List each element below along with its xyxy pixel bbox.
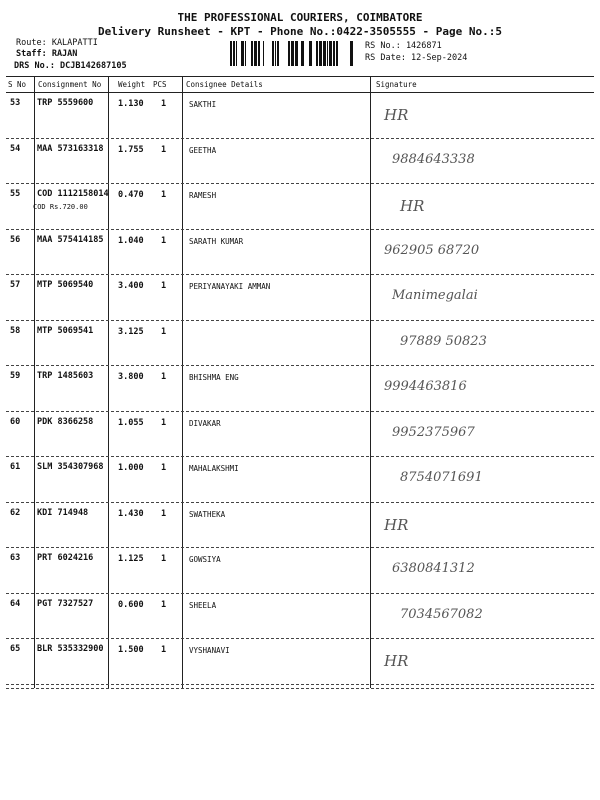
row-consignee-name: MAHALAKSHMI [189, 464, 239, 473]
row-signature: 9952375967 [392, 424, 475, 440]
row-consignment-number: MTP 5069540 [37, 280, 94, 290]
row-pieces: 1 [161, 508, 167, 519]
row-signature: Manimegalai [392, 288, 478, 303]
column-divider [182, 76, 183, 688]
column-header-weight: Weight [118, 80, 146, 89]
barcode-bar [263, 41, 264, 66]
row-separator [6, 274, 594, 275]
table-bottom-border [6, 688, 594, 689]
row-consignee-name: GEETHA [189, 145, 217, 155]
row-serial-number: 60 [10, 416, 21, 427]
row-separator [6, 593, 594, 594]
barcode-bar [241, 41, 244, 66]
company-title: THE PROFESSIONAL COURIERS, COIMBATORE [177, 11, 423, 24]
row-consignment-number: MAA 575414185 [37, 234, 104, 245]
row-pieces: 1 [161, 190, 167, 200]
row-separator [6, 456, 594, 457]
barcode-bar [350, 41, 353, 66]
barcode-bar [275, 41, 276, 66]
row-consignee-name: SARATH KUMAR [189, 236, 244, 246]
row-weight: 1.430 [118, 508, 144, 519]
row-serial-number: 54 [10, 143, 21, 154]
column-header-sno: S No [8, 80, 27, 89]
barcode-bar [277, 41, 279, 66]
barcode-bar [327, 41, 328, 66]
row-serial-number: 59 [10, 371, 21, 381]
runsheet-subtitle: Delivery Runsheet - KPT - Phone No.:0422-3505555 - Page No.:5 [98, 25, 502, 38]
row-weight: 3.125 [118, 326, 144, 337]
row-separator [6, 138, 594, 139]
barcode-bar [251, 41, 253, 66]
row-signature: 8754071691 [400, 470, 483, 485]
row-weight: 0.470 [118, 190, 144, 200]
row-weight: 3.800 [118, 372, 144, 382]
row-pieces: 1 [161, 554, 167, 564]
row-separator [6, 502, 594, 503]
row-consignment-number: KDI 714948 [37, 507, 89, 518]
row-consignment-number: MAA 573163318 [37, 143, 104, 154]
row-consignee-name: GOWSIYA [189, 555, 221, 564]
route-label: Route: KALAPATTI [16, 38, 98, 48]
barcode-bar [245, 41, 246, 66]
row-weight: 1.040 [118, 235, 144, 246]
column-divider [34, 76, 35, 688]
barcode-bar [323, 41, 326, 66]
row-consignee-name: PERIYANAYAKI AMMAN [189, 282, 271, 291]
barcode-bar [258, 41, 260, 66]
row-weight: 3.400 [118, 281, 144, 291]
row-consignment-number: PDK 8366258 [37, 416, 94, 427]
row-serial-number: 64 [10, 598, 21, 609]
row-pieces: 1 [161, 372, 167, 382]
barcode-bar [254, 41, 257, 66]
barcode-bar [309, 41, 312, 66]
row-weight: 1.125 [118, 554, 144, 564]
row-pieces: 1 [161, 463, 167, 473]
row-serial-number: 61 [10, 462, 21, 472]
row-pieces: 1 [161, 235, 167, 246]
row-separator [6, 547, 594, 548]
row-consignee-name: BHISHMA ENG [189, 373, 239, 382]
barcode-bar [329, 41, 332, 66]
row-serial-number: 55 [10, 189, 21, 199]
barcode-bar [319, 41, 322, 66]
row-signature: 97889 50823 [400, 333, 487, 349]
row-separator [6, 320, 594, 321]
row-serial-number: 62 [10, 507, 21, 518]
row-consignee-name: SWATHEKA [189, 509, 226, 519]
row-serial-number: 56 [10, 234, 21, 245]
barcode-bar [336, 41, 338, 66]
rs-date: RS Date: 12-Sep-2024 [365, 53, 468, 63]
row-consignee-name: SHEELA [189, 600, 217, 610]
barcode-bar [333, 41, 335, 66]
row-separator [6, 229, 594, 230]
row-consignee-name: SAKTHI [189, 100, 217, 109]
row-consignment-number: MTP 5069541 [37, 325, 94, 336]
column-header-consignee: Consignee Details [186, 80, 263, 89]
row-consignee-name: DIVAKAR [189, 418, 221, 428]
row-signature: 7034567082 [400, 606, 483, 622]
row-weight: 0.600 [118, 599, 144, 610]
row-pieces: 1 [161, 281, 167, 291]
row-separator [6, 411, 594, 412]
row-consignment-number: BLR 535332900 [37, 644, 104, 654]
staff-label: Staff: RAJAN [16, 49, 78, 59]
row-consignee-name: RAMESH [189, 191, 217, 200]
row-consignment-number: COD 1112158014 [37, 189, 109, 199]
barcode-bar [316, 41, 318, 66]
row-pieces: 1 [161, 99, 167, 109]
row-serial-number: 57 [10, 280, 21, 290]
row-signature: 962905 68720 [384, 242, 480, 258]
column-divider [370, 76, 371, 688]
column-header-consignment: Consignment No [38, 80, 102, 89]
row-cod-amount: COD Rs.720.00 [33, 203, 88, 211]
row-consignment-number: SLM 354307968 [37, 462, 104, 472]
row-pieces: 1 [161, 599, 167, 610]
row-consignment-number: PGT 7327527 [37, 598, 94, 609]
table-top-border [6, 76, 594, 77]
row-weight: 1.500 [118, 645, 144, 655]
row-signature: HR [384, 652, 409, 670]
barcode [230, 41, 355, 66]
row-weight: 1.055 [118, 417, 144, 428]
row-pieces: 1 [161, 144, 167, 155]
column-header-signature: Signature [376, 80, 417, 89]
barcode-bar [295, 41, 298, 66]
row-separator [6, 684, 594, 685]
barcode-bar [288, 41, 290, 66]
row-signature: 9884643338 [392, 151, 475, 167]
row-serial-number: 63 [10, 553, 21, 563]
row-weight: 1.130 [118, 99, 144, 109]
column-divider [108, 76, 109, 688]
row-signature: HR [384, 515, 409, 534]
row-pieces: 1 [161, 326, 167, 337]
row-signature: HR [384, 106, 409, 124]
row-pieces: 1 [161, 417, 167, 428]
barcode-bar [272, 41, 274, 66]
row-serial-number: 65 [10, 644, 21, 654]
row-consignment-number: TRP 5559600 [37, 98, 94, 108]
row-signature: 6380841312 [392, 561, 475, 576]
row-pieces: 1 [161, 645, 167, 655]
row-serial-number: 53 [10, 98, 21, 108]
barcode-bar [236, 41, 237, 66]
row-separator [6, 638, 594, 639]
row-consignee-name: VYSHANAVI [189, 646, 230, 655]
row-weight: 1.755 [118, 144, 144, 155]
row-consignment-number: TRP 1485603 [37, 371, 94, 381]
barcode-bar [230, 41, 232, 66]
row-signature: 9994463816 [384, 379, 467, 394]
row-separator [6, 365, 594, 366]
drs-number: DRS No.: DCJB142687105 [14, 61, 127, 71]
barcode-bar [233, 41, 235, 66]
row-signature: HR [400, 197, 425, 215]
row-consignment-number: PRT 6024216 [37, 553, 94, 563]
table-header-border [6, 92, 594, 93]
row-weight: 1.000 [118, 463, 144, 473]
column-header-pcs: PCS [153, 80, 167, 89]
row-separator [6, 183, 594, 184]
barcode-bar [301, 41, 304, 66]
row-serial-number: 58 [10, 325, 21, 336]
rs-number: RS No.: 1426871 [365, 41, 442, 51]
barcode-bar [291, 41, 294, 66]
